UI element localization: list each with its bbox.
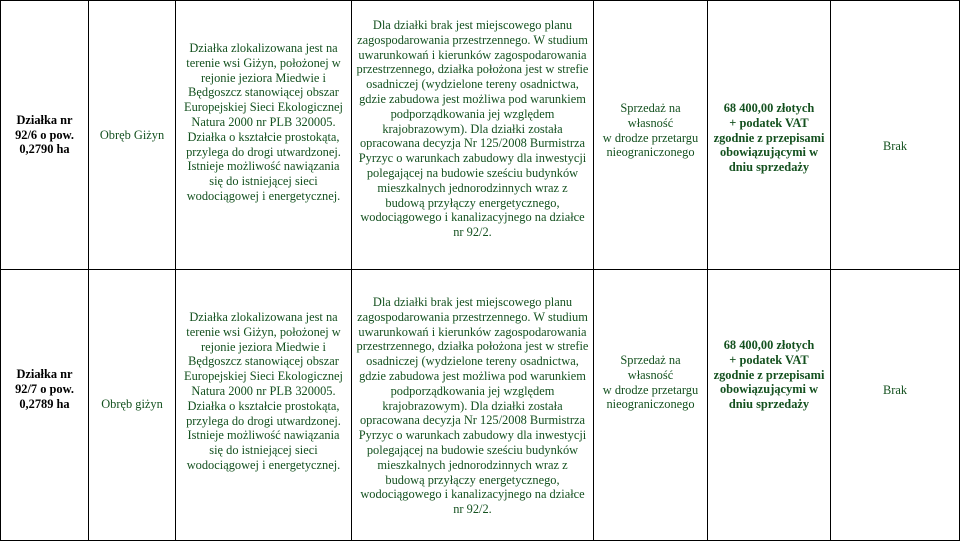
district-cell xyxy=(89,1,175,269)
encumbrance-cell xyxy=(831,1,959,269)
plot-description: Działka zlokalizowana jest na terenie wsi Giżyn, położonej w rejonie jeziora Miedwie i Będgoszcz stanowiącej obszar Europejskiej Sieci Ekologicznej Natura 2000 nr PLB 320005. Działka o kształcie prostokąta, przylega do drogi utwardzonej. Istnieje możliwość nawiązania się do istniejącej sieci wodociągowej i energetycznej. xyxy=(184,310,343,472)
plot-number: Działka nr 92/6 o pow. 0,2790 ha xyxy=(15,112,74,157)
planning-info: Dla działki brak jest miejscowego planu zagospodarowania przestrzennego. W studium uwarunkowań i kierunków zagospodarowania przestrzennego, działka położona jest w strefie osadniczej (wydzielone tereny osadnictwa, gdzie zabudowa jest możliwa pod warunkiem podporządkowania jej względem krajobrazowym). Dla działki została opracowana decyzja Nr 125/2008 Burmistrza Pyrzyc o warunkach zabudowy dla inwestycji polegającej na budowie sześciu budynków mieszkalnych jednorodzinnych wraz z budową przyłączy energetycznego, wodociągowego i kanalizacyjnego na działce nr 92/2. xyxy=(356,295,589,517)
sale-cell xyxy=(594,1,707,269)
price-cell xyxy=(708,1,830,269)
plot-description: Działka zlokalizowana jest na terenie wsi Giżyn, położonej w rejonie jeziora Miedwie i Będgoszcz stanowiącej obszar Europejskiej Sieci Ekologicznej Natura 2000 nr PLB 320005. Działka o kształcie prostokąta, przylega do drogi utwardzonej. Istnieje możliwość nawiązania się do istniejącej sieci wodociągowej i energetycznej. xyxy=(184,41,343,203)
price: 68 400,00 złotych + podatek VAT zgodnie z przepisami obowiązującymi w dniu sprzedaży xyxy=(713,101,825,175)
district-name: Obręb giżyn xyxy=(101,397,163,411)
plot-cell xyxy=(1,1,88,269)
sale-form: Sprzedaż na własność w drodze przetargu nieograniczonego xyxy=(602,101,699,160)
encumbrance: Brak xyxy=(882,139,908,153)
plot-number: Działka nr 92/7 o pow. 0,2789 ha xyxy=(15,367,74,411)
planning-cell xyxy=(352,1,593,269)
encumbrance-cell xyxy=(831,270,959,540)
planning-cell xyxy=(352,270,593,540)
description-cell xyxy=(176,1,351,269)
sale-cell xyxy=(594,270,707,540)
description-cell xyxy=(176,270,351,540)
planning-info: Dla działki brak jest miejscowego planu zagospodarowania przestrzennego. W studium uwarunkowań i kierunków zagospodarowania przestrzennego, działka położona jest w strefie osadniczej (wydzielone tereny osadnictwa, gdzie zabudowa jest możliwa pod warunkiem podporządkowania jej względem krajobrazowym). Dla działki została opracowana decyzja Nr 125/2008 Burmistrza Pyrzyc o warunkach zabudowy dla inwestycji polegającej na budowie sześciu budynków mieszkalnych jednorodzinnych wraz z budową przyłączy energetycznego, wodociągowego i kanalizacyjnego na działce nr 92/2. xyxy=(356,18,589,240)
table-row xyxy=(0,1,960,269)
sale-form: Sprzedaż na własność w drodze przetargu nieograniczonego xyxy=(602,353,699,412)
price: 68 400,00 złotych + podatek VAT zgodnie z przepisami obowiązującymi w dniu sprzedaży xyxy=(713,338,825,412)
table-row xyxy=(0,270,960,540)
plot-cell xyxy=(1,270,88,540)
encumbrance: Brak xyxy=(882,383,908,397)
district-cell xyxy=(89,270,175,540)
price-cell xyxy=(708,270,830,540)
district-name: Obręb Giżyn xyxy=(99,127,165,142)
